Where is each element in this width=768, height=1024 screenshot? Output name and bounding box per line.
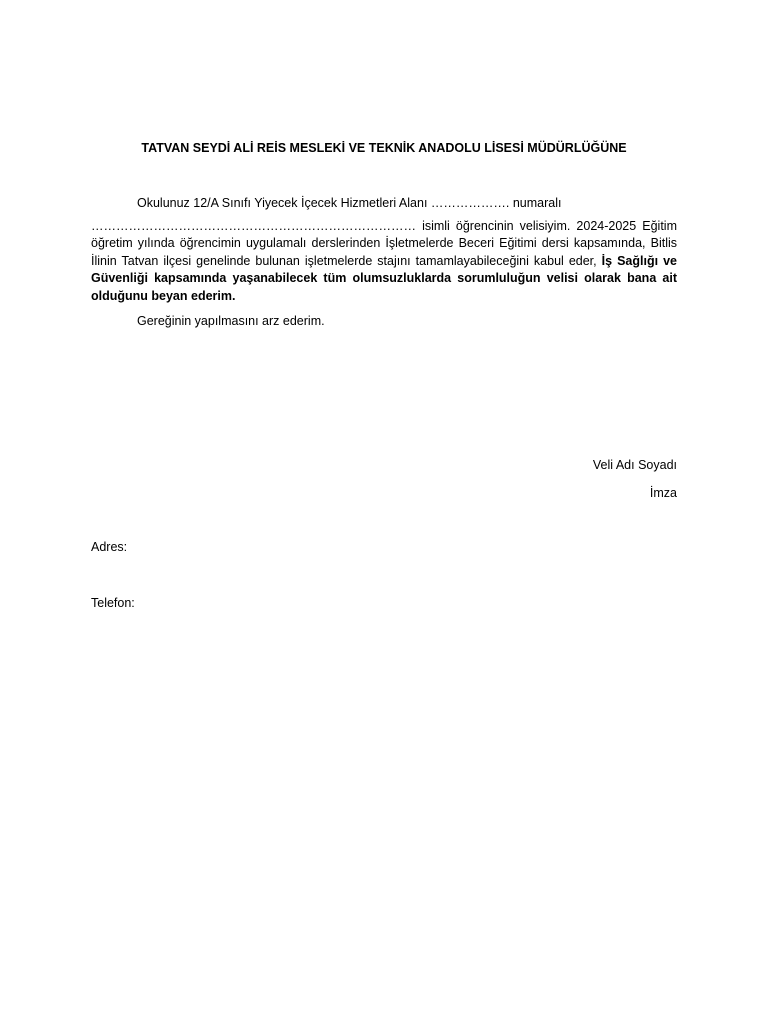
paragraph-1-bold-text: İş Sağlığı ve Güvenliği kapsamında yaşanabilecek tüm olumsuzluklarda sorumluluğun velisi olarak bana ait olduğunu beyan ederim.: [91, 253, 677, 303]
paragraph-1-continuation: [91, 218, 677, 306]
phone-label: Telefon:: [91, 596, 135, 610]
document-body: [91, 195, 677, 331]
paragraph-1-first-line: Okulunuz 12/A Sınıfı Yiyecek İçecek Hizmetleri Alanı ………………. numaralı: [137, 196, 562, 210]
paragraph-1-normal-text: …………………………………………………………………… isimli öğrencinin velisiyim. 2024-2025 Eğitim öğretim yılında öğrencimin uygulamalı derslerinden İşletmelerde Beceri Eğitimi dersi kapsamında, Bitlis İlinin Tatvan ilçesi genelinde bulunan işletmelerde stajını tamamlayabileceğini kabul eder,: [91, 218, 677, 268]
document-title: TATVAN SEYDİ ALİ REİS MESLEKİ VE TEKNİK ANADOLU LİSESİ MÜDÜRLÜĞÜNE: [141, 141, 627, 155]
signature-name-label: Veli Adı Soyadı: [592, 458, 677, 472]
address-label: Adres:: [91, 540, 128, 554]
signature-label: İmza: [649, 486, 677, 500]
paragraph-2: Gereğinin yapılmasını arz ederim.: [137, 314, 325, 328]
